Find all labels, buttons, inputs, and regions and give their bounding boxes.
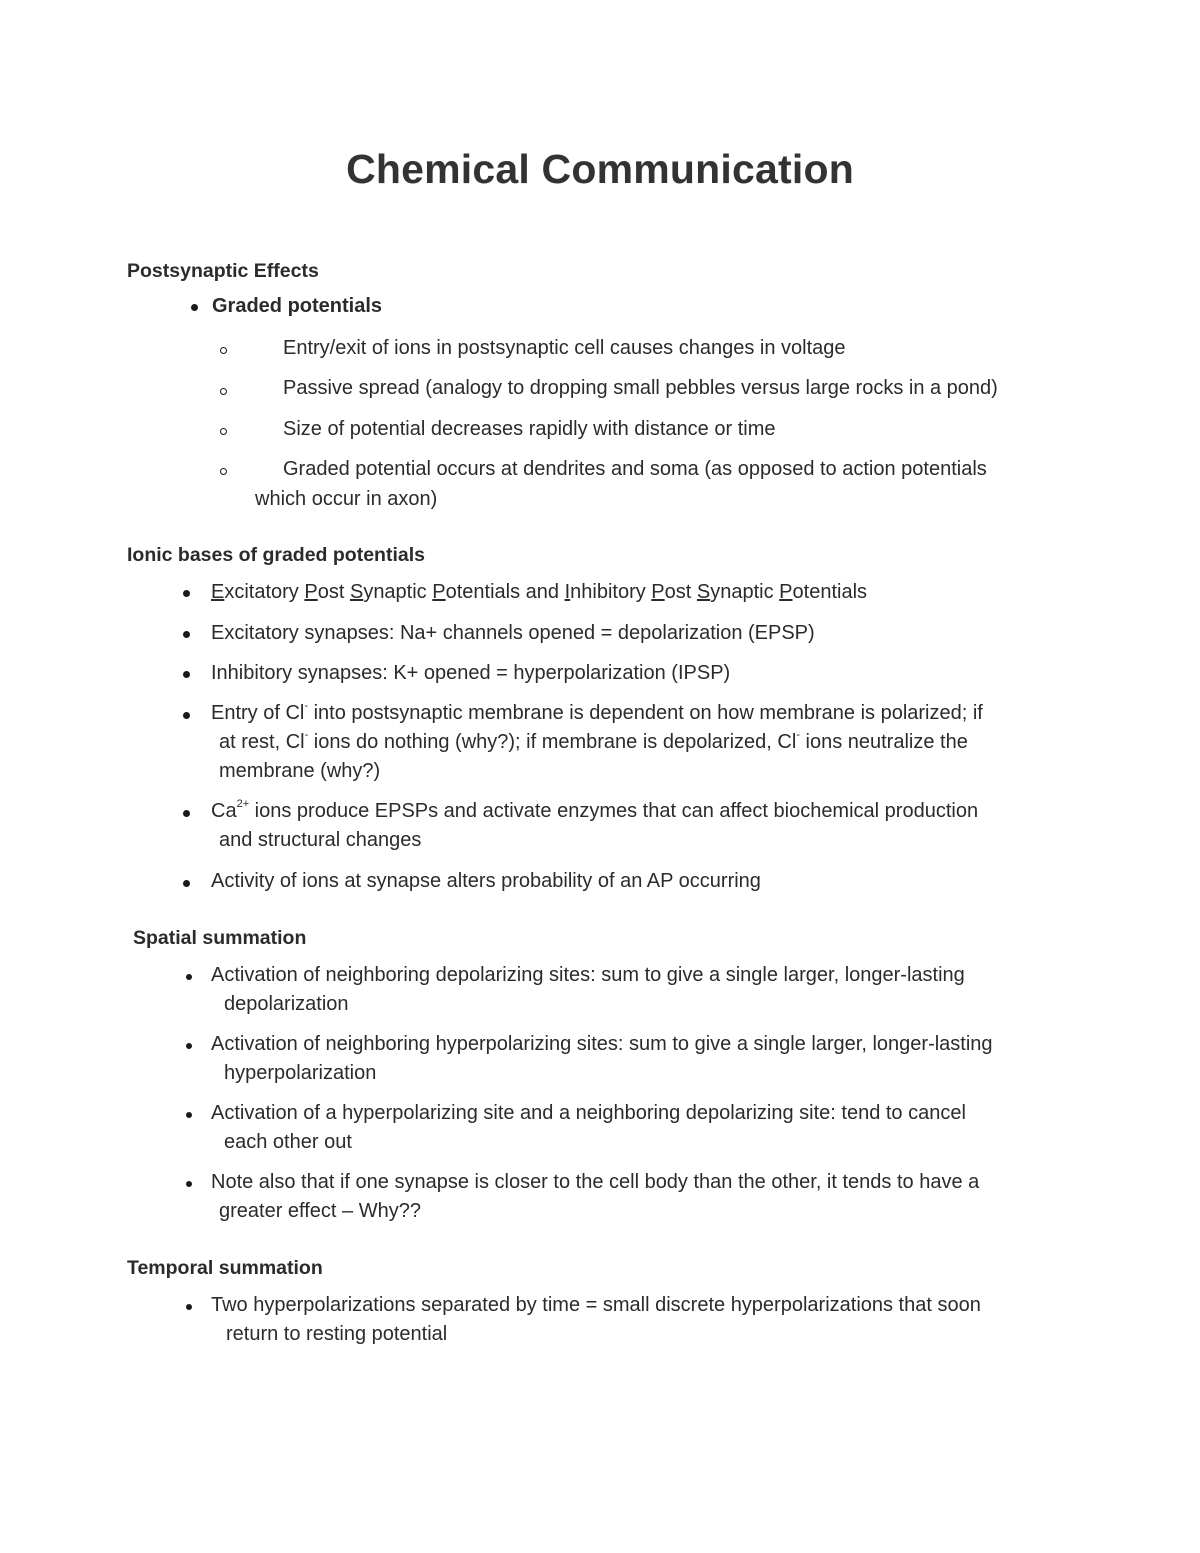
heading-temporal-summation: Temporal summation	[127, 1257, 323, 1279]
bullet-icon	[186, 974, 192, 980]
bullet-icon	[183, 631, 190, 638]
bullet-icon	[191, 304, 198, 311]
list-item	[211, 797, 978, 826]
list-item-continuation: and structural changes	[219, 829, 422, 851]
superscript: -	[304, 700, 309, 713]
underlined-letter: P	[779, 581, 793, 603]
list-item: Graded potential occurs at dendrites and soma (as opposed to action potentials	[283, 458, 987, 480]
heading-postsynaptic-effects: Postsynaptic Effects	[127, 260, 319, 282]
calcium-text: ions produce EPSPs and activate enzymes that can affect biochemical production	[249, 800, 979, 822]
underlined-letter: P	[304, 581, 318, 603]
list-item: Activation of neighboring hyperpolarizing sites: sum to give a single larger, longer-lasting	[211, 1033, 993, 1055]
list-item: Activation of neighboring depolarizing sites: sum to give a single larger, longer-lasting	[211, 964, 965, 986]
acronym-text: otentials	[792, 581, 868, 603]
chloride-text: into postsynaptic membrane is dependent on how membrane is polarized; if	[308, 702, 983, 724]
acronym-text: nhibitory	[570, 581, 652, 603]
list-item: Activity of ions at synapse alters probability of an AP occurring	[211, 870, 761, 892]
list-item: Inhibitory synapses: K+ opened = hyperpolarization (IPSP)	[211, 662, 731, 684]
list-item: Two hyperpolarizations separated by time = small discrete hyperpolarizations that soon	[211, 1294, 981, 1316]
acronym-text: ynaptic	[363, 581, 433, 603]
graded-potentials-label: Graded potentials	[212, 295, 383, 317]
list-item-continuation: which occur in axon)	[255, 488, 438, 510]
superscript: -	[796, 729, 800, 742]
list-item: Excitatory synapses: Na+ channels opened = depolarization (EPSP)	[211, 622, 815, 644]
epsp-ipsp-acronym-line	[211, 578, 867, 607]
acronym-text: otentials and	[445, 581, 565, 603]
list-item-continuation: membrane (why?)	[219, 760, 381, 782]
underlined-letter: E	[211, 581, 225, 603]
underlined-letter: S	[349, 581, 364, 603]
chloride-text: at rest, Cl	[219, 731, 305, 753]
list-item-continuation: depolarization	[224, 993, 349, 1015]
list-item: Passive spread (analogy to dropping small pebbles versus large rocks in a pond)	[283, 377, 998, 399]
hollow-bullet-icon	[220, 347, 227, 354]
list-item-continuation: each other out	[224, 1131, 352, 1153]
list-item-continuation: greater effect – Why??	[219, 1200, 421, 1222]
heading-ionic-bases: Ionic bases of graded potentials	[127, 544, 425, 566]
chloride-text: Entry of Cl	[211, 702, 305, 724]
underlined-letter: S	[696, 581, 711, 603]
list-item-continuation	[219, 728, 968, 757]
list-item: Size of potential decreases rapidly with distance or time	[283, 418, 776, 440]
hollow-bullet-icon	[220, 388, 227, 395]
heading-spatial-summation: Spatial summation	[133, 927, 307, 949]
bullet-icon	[186, 1043, 192, 1049]
acronym-text: ynaptic	[710, 581, 780, 603]
superscript: 2+	[236, 798, 250, 811]
bullet-icon	[183, 671, 190, 678]
underlined-letter: P	[651, 581, 665, 603]
underlined-letter: I	[564, 581, 571, 603]
acronym-text: ost	[317, 581, 350, 603]
list-item: Note also that if one synapse is closer to the cell body than the other, it tends to have a	[211, 1171, 980, 1193]
list-item	[211, 699, 983, 728]
acronym-text: xcitatory	[224, 581, 305, 603]
acronym-text: ost	[664, 581, 697, 603]
calcium-text: Ca	[211, 800, 237, 822]
list-item-continuation: hyperpolarization	[224, 1062, 377, 1084]
bullet-icon	[183, 712, 190, 719]
bullet-icon	[186, 1304, 192, 1310]
bullet-icon	[183, 810, 190, 817]
list-item: Activation of a hyperpolarizing site and a neighboring depolarizing site: tend to cancel	[211, 1102, 966, 1124]
hollow-bullet-icon	[220, 468, 227, 475]
chloride-text: ions neutralize the	[799, 731, 968, 753]
hollow-bullet-icon	[220, 428, 227, 435]
bullet-icon	[183, 590, 190, 597]
bullet-icon	[186, 1112, 192, 1118]
chloride-text: ions do nothing (why?); if membrane is depolarized, Cl	[308, 731, 797, 753]
bullet-icon	[186, 1181, 192, 1187]
bullet-icon	[183, 880, 190, 887]
page-title: Chemical Communication	[346, 146, 854, 192]
list-item-continuation: return to resting potential	[226, 1323, 448, 1345]
superscript: -	[304, 729, 309, 742]
underlined-letter: P	[432, 581, 446, 603]
list-item: Entry/exit of ions in postsynaptic cell causes changes in voltage	[283, 337, 846, 359]
